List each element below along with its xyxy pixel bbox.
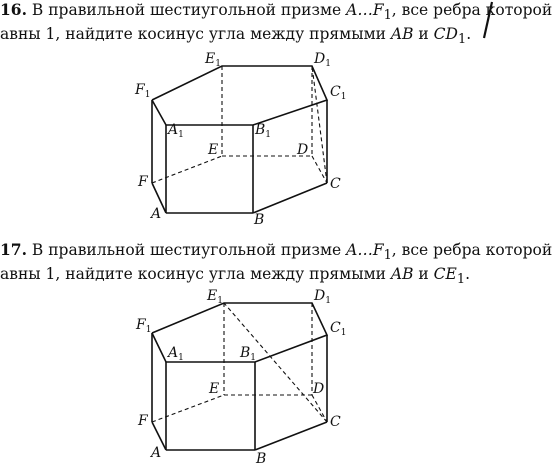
math-expression: A…F [346,241,384,259]
problem-number: 16. [0,0,27,19]
vertex-label-d: D [313,381,325,397]
problem-text-segment: В правильной шестиугольной призме [26,1,347,19]
problem-17-line-1 [0,240,552,265]
problem-text-segment: . [465,265,471,284]
problem-text-segment: и [413,25,434,44]
problem-17-text [0,240,552,289]
math-expression: A…F [346,1,384,19]
vertex-label-d: D [297,142,309,158]
hidden-edge [152,395,224,422]
edge [152,66,327,125]
hidden-edge [312,156,327,183]
hidden-edge [152,156,222,183]
vertex-label-c: C [330,176,341,192]
subscript: 1 [456,272,466,288]
vertex-label-c1: $C_1$ [330,84,347,102]
subscript: 1 [383,248,392,264]
problem-text-segment: . [466,25,472,44]
vertex-label-b1: $B_1$ [240,345,257,363]
problem-text-segment: , все ребра которой [391,1,552,19]
math-expression: CE [433,265,457,284]
vertex-label-f: F [138,413,148,429]
vertex-label-f1: $F_1$ [135,82,151,100]
problem-16-line-1 [0,0,552,25]
vertex-label-b1: $B_1$ [255,122,272,140]
vertex-label-d1: $D_1$ [314,51,331,69]
problem-text-segment: авны 1, найдите косинус угла между прямыми [0,265,391,284]
problem-text-segment: В правильной шестиугольной призме [26,241,347,259]
problem-16-line-2 [0,25,500,49]
problem-number: 17. [0,240,27,259]
vertex-label-d1: $D_1$ [314,288,331,306]
vertex-label-a: A [151,445,162,461]
prism-figure-16 [0,48,500,233]
prism-figure-17 [0,285,500,468]
pen-mark [480,0,494,40]
vertex-label-e: E [208,142,219,158]
vertex-label-c: C [330,414,341,430]
subscript: 1 [383,8,392,24]
problem-text-segment: авны 1, найдите косинус угла между прямыми [0,25,391,44]
math-expression: AB [390,265,414,284]
vertex-label-b: B [254,212,265,228]
problem-text-segment: и [413,265,434,284]
vertex-label-a: A [151,206,162,222]
vertex-label-b: B [256,451,267,467]
vertex-label-f1: $F_1$ [136,317,152,335]
math-expression: CD [433,25,458,44]
vertex-label-c1: $C_1$ [330,320,347,338]
vertex-label-e1: $E_1$ [207,288,223,306]
math-expression: AB [390,25,414,44]
edge [255,422,327,450]
vertex-label-a1: $A_1$ [168,122,184,140]
problem-16-text [0,0,552,49]
vertex-label-e1: $E_1$ [205,51,221,69]
vertex-label-a1: $A_1$ [168,345,184,363]
edge [253,183,327,213]
subscript: 1 [457,32,467,48]
vertex-label-e: E [209,381,220,397]
problem-text-segment: , все ребра которой [391,241,552,259]
hidden-edge [312,395,327,422]
vertex-label-f: F [138,174,148,190]
